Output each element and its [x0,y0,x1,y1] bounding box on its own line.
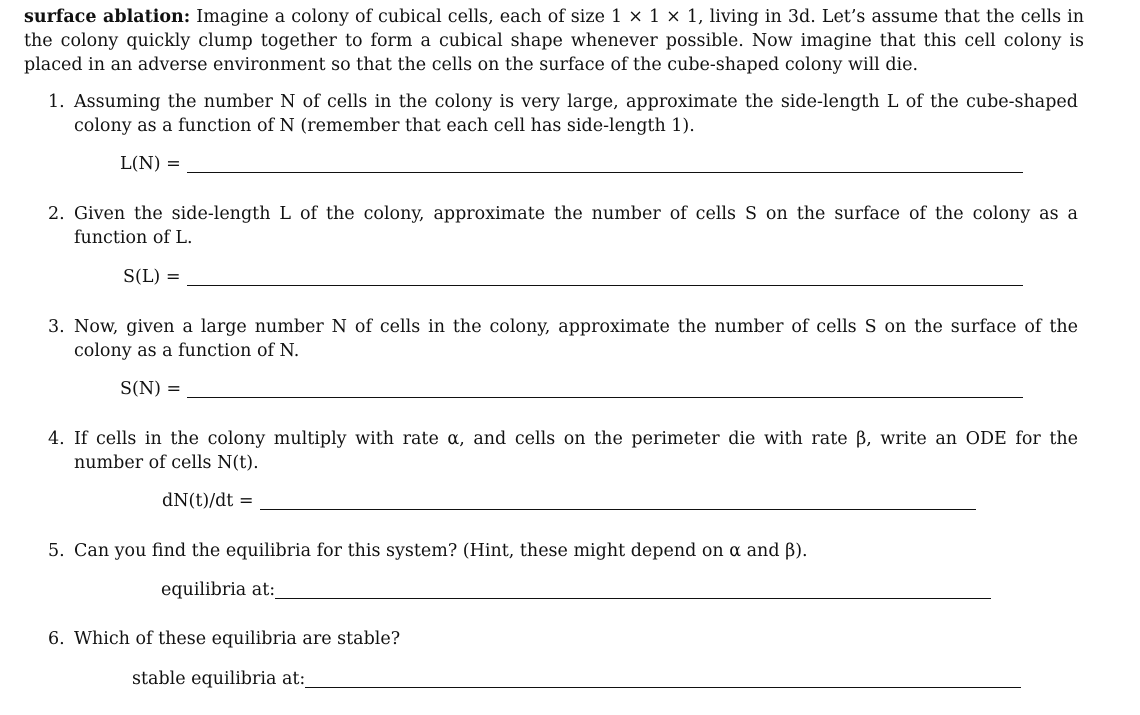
answer-row-1 [120,152,1023,176]
question-1 [48,90,1078,138]
answer-label: dN(t)/dt = [162,491,254,511]
answer-label: S(N) = [120,379,182,399]
answer-label: L(N) = [120,154,181,174]
intro-paragraph [24,5,1084,77]
question-3 [48,315,1078,363]
question-text: If cells in the colony multiply with rate α, and cells on the perimeter die with rate β, write an ODE for the number of cells N(t). [74,429,1078,473]
question-5 [48,539,1078,563]
answer-line-6[interactable] [305,687,1021,688]
question-number: 6. [48,629,65,649]
answer-label: equilibria at: [161,580,276,600]
answer-row-4 [162,489,976,513]
answer-line-2[interactable] [187,285,1023,286]
answer-row-3 [120,377,1023,401]
answer-label: S(L) = [123,267,181,287]
answer-line-1[interactable] [187,172,1023,173]
question-number: 1. [48,92,65,112]
question-text: Assuming the number N of cells in the colony is very large, approximate the side-length L of the cube-shaped colony as a function of N (remember that each cell has side-length 1). [74,92,1078,136]
answer-row-5 [161,578,991,602]
question-number: 4. [48,429,65,449]
intro-text: Imagine a colony of cubical cells, each of size 1 × 1 × 1, living in 3d. Let’s assume that the cells in the colony quickly clump together to form a cubical shape whenever possible. Now imagine that this cell colony is placed in an adverse environment so that the cells on the surface of the cube-shaped colony will die. [24,7,1084,75]
question-text: Which of these equilibria are stable? [74,629,401,649]
question-2 [48,202,1078,250]
question-text: Given the side-length L of the colony, approximate the number of cells S on the surface of the colony as a function of L. [74,204,1078,248]
answer-line-3[interactable] [187,397,1023,398]
answer-line-4[interactable] [260,509,976,510]
question-6 [48,627,1078,651]
question-number: 5. [48,541,65,561]
question-text: Can you find the equilibria for this system? (Hint, these might depend on α and β). [74,541,808,561]
question-text: Now, given a large number N of cells in the colony, approximate the number of cells S on the surface of the colony as a function of N. [74,317,1078,361]
question-number: 2. [48,204,65,224]
answer-label: stable equilibria at: [132,669,306,689]
question-4 [48,427,1078,475]
intro-heading: surface ablation: [24,7,191,27]
answer-line-5[interactable] [275,598,991,599]
question-number: 3. [48,317,65,337]
answer-row-6 [132,667,1021,691]
answer-row-2 [123,265,1023,289]
